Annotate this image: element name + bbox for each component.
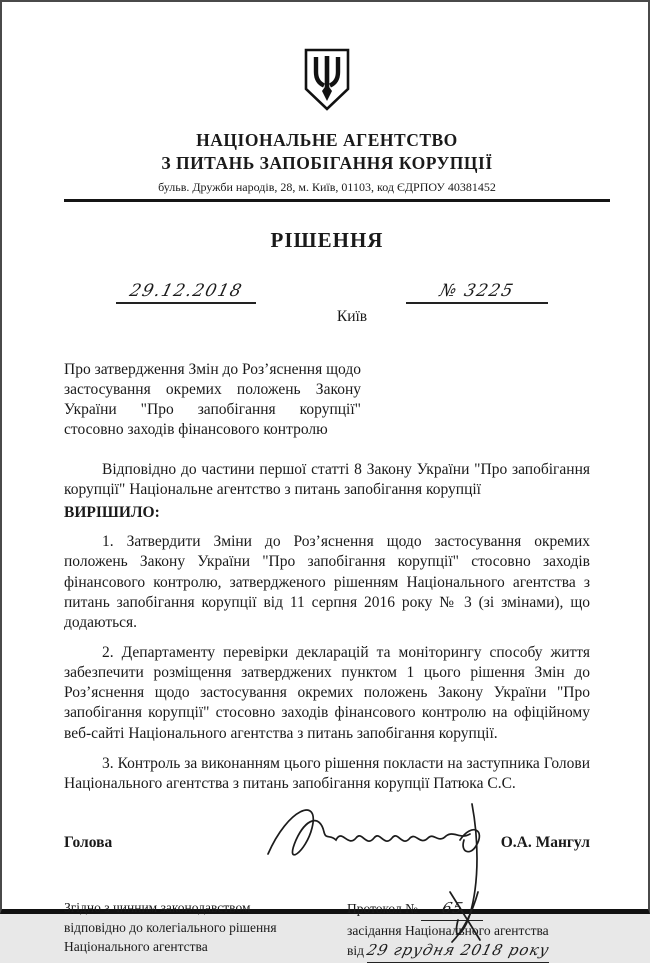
signature-row <box>64 834 590 852</box>
trident-emblem-icon <box>302 48 352 112</box>
handwritten-protocol-number: 65 <box>439 899 466 918</box>
signer-title: Голова <box>64 834 113 852</box>
date-number-row <box>64 281 590 304</box>
item-paragraph-1: 1. Затвердити Зміни до Роз’яснення щодо застосування окремих положень Закону України "Про запобігання корупції" стосовно заходів фінансового контролю, затвердженого рішенням Національного агентства з питань запобігання корупції від 11 серпня 2016 року № 3 (зі змінами), що додаються. <box>64 533 590 631</box>
org-address: бульв. Дружби народів, 28, м. Київ, 01103, код ЄДРПОУ 40381452 <box>158 179 496 194</box>
handwritten-protocol-date: 29 грудня 2018 року <box>365 941 552 960</box>
item-paragraph-3: 3. Контроль за виконанням цього рішення покласти на заступника Голови Національного агентства з питань запобігання корупції Патюка С.С. <box>64 754 590 792</box>
footer-block <box>64 898 590 963</box>
org-name-line1: НАЦІОНАЛЬНЕ АГЕНТСТВО <box>196 130 458 150</box>
org-name <box>64 129 590 175</box>
legal-note-line3: Національного агентства <box>64 939 208 955</box>
protocol-date-prefix: від <box>347 943 364 959</box>
number-field <box>406 281 548 304</box>
protocol-prefix: Протокол № <box>347 901 418 917</box>
protocol-date-line <box>347 940 590 963</box>
legal-note-line2: відповідно до колегіального рішення <box>64 919 277 935</box>
handwritten-number: № 3225 <box>437 280 517 301</box>
protocol-number-line <box>347 898 590 921</box>
intro-paragraph: Відповідно до частини першої статті 8 Закону України "Про запобігання корупції" Національне агентство з питань запобігання корупції <box>64 461 590 499</box>
emblem-container <box>64 48 590 117</box>
header-divider <box>64 199 610 202</box>
protocol-number-field <box>421 898 483 921</box>
date-field <box>116 281 256 304</box>
subject-paragraph: Про затвердження Змін до Роз’яснення щодо застосування окремих положень Закону України "Про запобігання корупції" стосовно заходів фінансового контролю <box>64 360 361 438</box>
signer-name: О.А. Мангул <box>500 834 590 852</box>
item-paragraph-2: 2. Департаменту перевірки декларацій та моніторингу способу життя забезпечити розміщення затверджених пунктом 1 цього рішення Змін до Роз’яснення щодо застосування окремих положень Закону України "Про запобігання корупції" стосовно заходів фінансового контролю на офіційному веб-сайті Національного агентства з питань запобігання корупції. <box>64 644 590 742</box>
resolved-label: ВИРІШИЛО: <box>64 504 160 522</box>
protocol-date-field <box>365 940 552 963</box>
protocol-meeting-line: засідання Національного агентства <box>347 922 549 938</box>
document-type-title: РІШЕННЯ <box>270 227 384 252</box>
legal-note-line1: Згідно з чинним законодавством <box>64 900 251 916</box>
handwritten-date: 29.12.2018 <box>127 280 245 301</box>
org-name-line2: З ПИТАНЬ ЗАПОБІГАННЯ КОРУПЦІЇ <box>161 152 493 173</box>
protocol-block <box>347 898 590 963</box>
legal-note <box>64 898 329 963</box>
city-label: Київ <box>336 307 368 325</box>
